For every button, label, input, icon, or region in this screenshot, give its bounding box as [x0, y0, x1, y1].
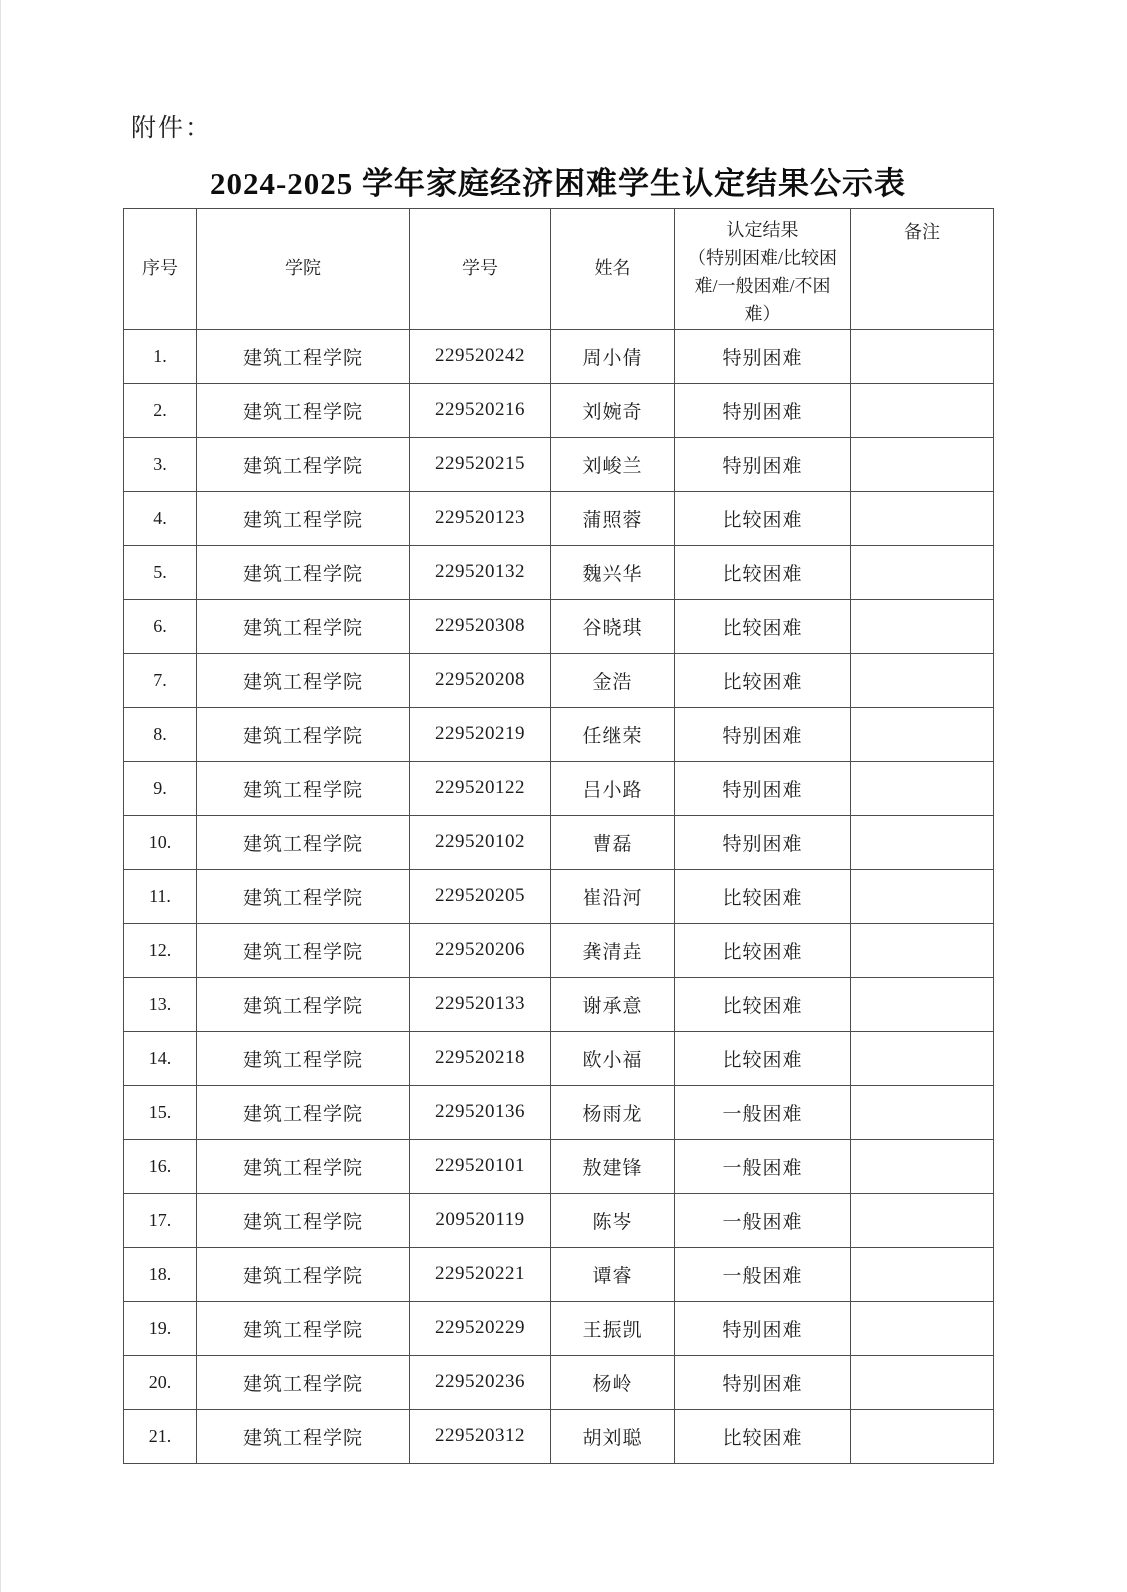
cell-index: 1.	[124, 329, 197, 383]
cell-student-id: 229520136	[410, 1085, 551, 1139]
cell-result: 特别困难	[675, 437, 851, 491]
cell-student-id: 229520208	[410, 653, 551, 707]
header-college: 学院	[197, 209, 410, 330]
cell-result: 一般困难	[675, 1247, 851, 1301]
cell-student-id: 229520219	[410, 707, 551, 761]
cell-index: 19.	[124, 1301, 197, 1355]
table-row	[124, 329, 994, 383]
cell-student-id: 209520119	[410, 1193, 551, 1247]
cell-remark	[851, 1031, 994, 1085]
cell-student-id: 229520215	[410, 437, 551, 491]
cell-result: 一般困难	[675, 1139, 851, 1193]
cell-remark	[851, 491, 994, 545]
cell-remark	[851, 923, 994, 977]
cell-name: 欧小福	[551, 1031, 675, 1085]
cell-result: 特别困难	[675, 1301, 851, 1355]
cell-remark	[851, 869, 994, 923]
table-row	[124, 1301, 994, 1355]
cell-college: 建筑工程学院	[197, 329, 410, 383]
cell-student-id: 229520229	[410, 1301, 551, 1355]
cell-name: 吕小路	[551, 761, 675, 815]
cell-name: 金浩	[551, 653, 675, 707]
cell-index: 17.	[124, 1193, 197, 1247]
table-row	[124, 545, 994, 599]
cell-remark	[851, 329, 994, 383]
cell-college: 建筑工程学院	[197, 1409, 410, 1463]
cell-student-id: 229520312	[410, 1409, 551, 1463]
cell-college: 建筑工程学院	[197, 653, 410, 707]
cell-college: 建筑工程学院	[197, 1085, 410, 1139]
table-row	[124, 707, 994, 761]
cell-remark	[851, 545, 994, 599]
cell-result: 比较困难	[675, 1409, 851, 1463]
cell-college: 建筑工程学院	[197, 599, 410, 653]
cell-college: 建筑工程学院	[197, 707, 410, 761]
page-title: 2024-2025 学年家庭经济困难学生认定结果公示表	[209, 166, 907, 201]
cell-name: 谷晓琪	[551, 599, 675, 653]
cell-name: 谢承意	[551, 977, 675, 1031]
cell-result: 特别困难	[675, 1355, 851, 1409]
cell-student-id: 229520132	[410, 545, 551, 599]
cell-result: 特别困难	[675, 761, 851, 815]
cell-remark	[851, 653, 994, 707]
cell-college: 建筑工程学院	[197, 923, 410, 977]
table-row	[124, 761, 994, 815]
cell-remark	[851, 599, 994, 653]
cell-index: 21.	[124, 1409, 197, 1463]
cell-result: 特别困难	[675, 383, 851, 437]
cell-remark	[851, 1085, 994, 1139]
cell-student-id: 229520122	[410, 761, 551, 815]
table-row	[124, 1085, 994, 1139]
table-row	[124, 1247, 994, 1301]
cell-index: 12.	[124, 923, 197, 977]
cell-remark	[851, 815, 994, 869]
cell-result: 特别困难	[675, 815, 851, 869]
cell-name: 王振凯	[551, 1301, 675, 1355]
table-row	[124, 977, 994, 1031]
cell-college: 建筑工程学院	[197, 1247, 410, 1301]
cell-index: 20.	[124, 1355, 197, 1409]
header-name: 姓名	[551, 209, 675, 330]
cell-student-id: 229520102	[410, 815, 551, 869]
cell-college: 建筑工程学院	[197, 1139, 410, 1193]
cell-index: 5.	[124, 545, 197, 599]
cell-result: 比较困难	[675, 1031, 851, 1085]
table-row	[124, 1355, 994, 1409]
cell-result: 一般困难	[675, 1085, 851, 1139]
table-row	[124, 653, 994, 707]
cell-student-id: 229520101	[410, 1139, 551, 1193]
cell-student-id: 229520242	[410, 329, 551, 383]
cell-name: 敖建锋	[551, 1139, 675, 1193]
cell-index: 9.	[124, 761, 197, 815]
cell-result: 比较困难	[675, 653, 851, 707]
cell-name: 刘婉奇	[551, 383, 675, 437]
cell-remark	[851, 383, 994, 437]
cell-remark	[851, 761, 994, 815]
cell-index: 6.	[124, 599, 197, 653]
cell-name: 曹磊	[551, 815, 675, 869]
cell-result: 比较困难	[675, 869, 851, 923]
cell-college: 建筑工程学院	[197, 761, 410, 815]
table-row	[124, 815, 994, 869]
cell-index: 7.	[124, 653, 197, 707]
cell-remark	[851, 1139, 994, 1193]
cell-student-id: 229520221	[410, 1247, 551, 1301]
cell-remark	[851, 707, 994, 761]
table-row	[124, 599, 994, 653]
cell-index: 10.	[124, 815, 197, 869]
table-row	[124, 923, 994, 977]
cell-index: 4.	[124, 491, 197, 545]
cell-index: 3.	[124, 437, 197, 491]
cell-college: 建筑工程学院	[197, 1031, 410, 1085]
cell-index: 18.	[124, 1247, 197, 1301]
attachment-label: 附件：	[131, 115, 213, 142]
cell-college: 建筑工程学院	[197, 491, 410, 545]
cell-college: 建筑工程学院	[197, 869, 410, 923]
cell-student-id: 229520218	[410, 1031, 551, 1085]
cell-result: 一般困难	[675, 1193, 851, 1247]
table-row	[124, 491, 994, 545]
table-row	[124, 383, 994, 437]
header-remark: 备注	[851, 209, 994, 330]
header-result-line2: （特别困难/比较困难/一般困难/不困难）	[687, 247, 837, 324]
table-row	[124, 437, 994, 491]
cell-name: 龚清垚	[551, 923, 675, 977]
header-result-line1: 认定结果	[726, 220, 799, 240]
cell-name: 杨雨龙	[551, 1085, 675, 1139]
cell-college: 建筑工程学院	[197, 1355, 410, 1409]
cell-result: 比较困难	[675, 545, 851, 599]
cell-result: 比较困难	[675, 491, 851, 545]
cell-index: 8.	[124, 707, 197, 761]
cell-college: 建筑工程学院	[197, 815, 410, 869]
table-body	[124, 329, 994, 1463]
cell-student-id: 229520206	[410, 923, 551, 977]
table-row	[124, 1409, 994, 1463]
cell-student-id: 229520205	[410, 869, 551, 923]
cell-result: 特别困难	[675, 329, 851, 383]
table-row	[124, 1031, 994, 1085]
header-student-id: 学号	[410, 209, 551, 330]
cell-result: 特别困难	[675, 707, 851, 761]
cell-name: 任继荣	[551, 707, 675, 761]
cell-result: 比较困难	[675, 923, 851, 977]
results-table	[123, 208, 994, 1464]
cell-college: 建筑工程学院	[197, 383, 410, 437]
cell-index: 13.	[124, 977, 197, 1031]
cell-college: 建筑工程学院	[197, 1301, 410, 1355]
cell-remark	[851, 1247, 994, 1301]
cell-index: 15.	[124, 1085, 197, 1139]
cell-student-id: 229520133	[410, 977, 551, 1031]
header-result	[675, 209, 851, 330]
cell-college: 建筑工程学院	[197, 977, 410, 1031]
cell-name: 刘峻兰	[551, 437, 675, 491]
cell-college: 建筑工程学院	[197, 437, 410, 491]
table-row	[124, 1193, 994, 1247]
cell-remark	[851, 977, 994, 1031]
header-index: 序号	[124, 209, 197, 330]
cell-index: 11.	[124, 869, 197, 923]
cell-remark	[851, 1409, 994, 1463]
cell-remark	[851, 1193, 994, 1247]
cell-result: 比较困难	[675, 599, 851, 653]
cell-index: 16.	[124, 1139, 197, 1193]
table-row	[124, 1139, 994, 1193]
cell-name: 杨岭	[551, 1355, 675, 1409]
cell-student-id: 229520123	[410, 491, 551, 545]
cell-index: 2.	[124, 383, 197, 437]
cell-college: 建筑工程学院	[197, 545, 410, 599]
cell-college: 建筑工程学院	[197, 1193, 410, 1247]
cell-student-id: 229520308	[410, 599, 551, 653]
cell-name: 周小倩	[551, 329, 675, 383]
cell-student-id: 229520236	[410, 1355, 551, 1409]
table-header-row	[124, 209, 994, 330]
cell-index: 14.	[124, 1031, 197, 1085]
cell-remark	[851, 1355, 994, 1409]
cell-name: 陈岑	[551, 1193, 675, 1247]
cell-name: 谭睿	[551, 1247, 675, 1301]
cell-result: 比较困难	[675, 977, 851, 1031]
cell-name: 魏兴华	[551, 545, 675, 599]
cell-remark	[851, 1301, 994, 1355]
cell-name: 蒲照蓉	[551, 491, 675, 545]
cell-name: 崔沿河	[551, 869, 675, 923]
cell-name: 胡刘聪	[551, 1409, 675, 1463]
cell-remark	[851, 437, 994, 491]
table-row	[124, 869, 994, 923]
cell-student-id: 229520216	[410, 383, 551, 437]
